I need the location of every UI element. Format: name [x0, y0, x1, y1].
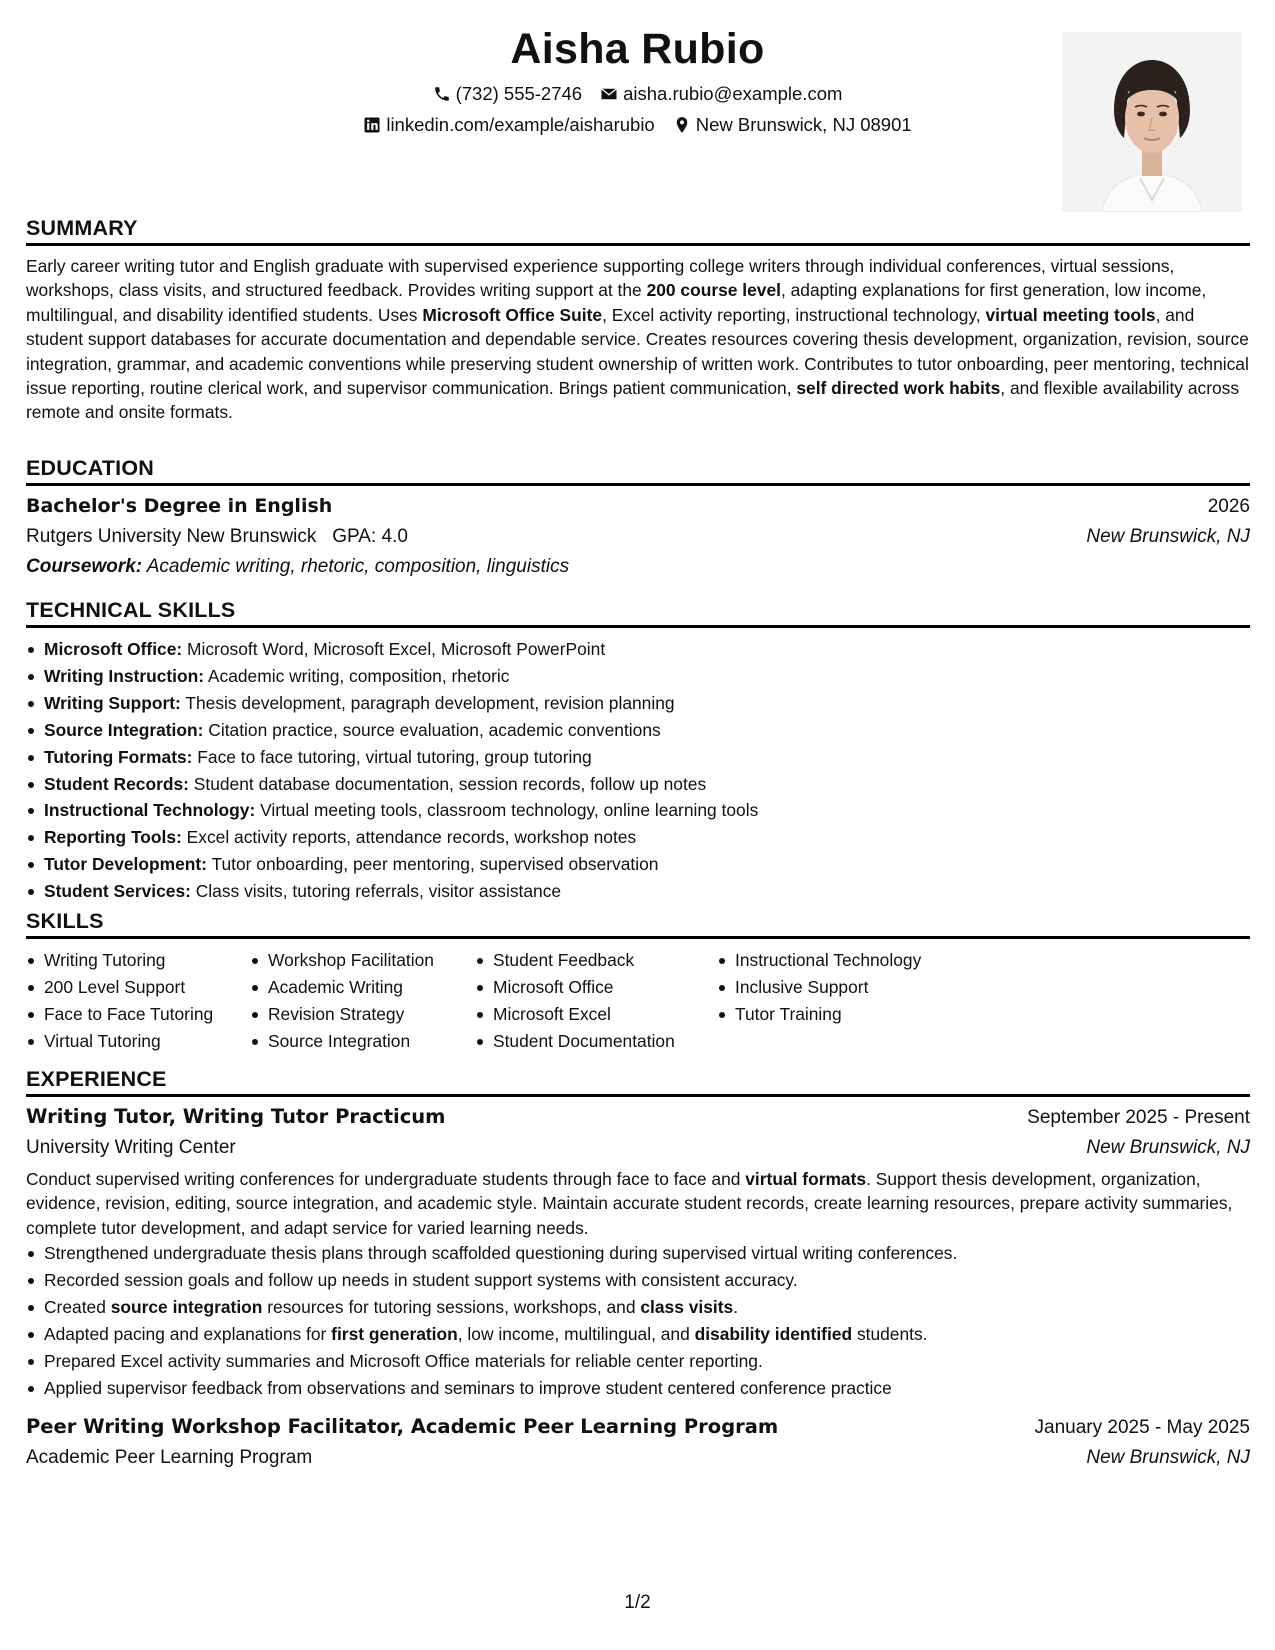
- skill-label: Student Records:: [44, 773, 189, 794]
- job-organization: Academic Peer Learning Program: [26, 1446, 313, 1468]
- list-item: [26, 636, 1250, 663]
- skills-heading: SKILLS: [26, 906, 1250, 939]
- list-item: 200 Level Support: [26, 974, 250, 1001]
- location-contact: [673, 109, 912, 140]
- list-item: Revision Strategy: [250, 1001, 475, 1028]
- graduation-year: 2026: [1207, 496, 1250, 517]
- education-heading: EDUCATION: [26, 453, 1250, 486]
- skill-label: Microsoft Office:: [44, 639, 183, 659]
- bold-text: virtual meeting tools: [985, 304, 1156, 325]
- skill-label: Reporting Tools:: [44, 827, 182, 848]
- skill-label: Writing Instruction:: [44, 665, 205, 686]
- skill-text: Face to face tutoring, virtual tutoring, group tutoring: [197, 746, 592, 767]
- skill-label: Tutoring Formats:: [44, 746, 193, 767]
- list-item: Student Feedback: [475, 947, 717, 974]
- skill-text: Student database documentation, session records, follow up notes: [193, 773, 707, 794]
- skill-text: Excel activity reports, attendance records, workshop notes: [186, 827, 637, 848]
- gpa: GPA: 4.0: [332, 526, 408, 547]
- school-info: [26, 522, 408, 552]
- list-item: [26, 663, 1250, 690]
- list-item: Writing Tutoring: [26, 947, 250, 974]
- list-item: Tutor Training: [717, 1001, 977, 1028]
- job-location: New Brunswick, NJ: [1086, 1446, 1250, 1468]
- email-address: aisha.rubio@example.com: [623, 83, 843, 104]
- skills-column: [717, 947, 977, 1055]
- skill-text: Academic writing, composition, rhetoric: [207, 665, 510, 686]
- skill-label: Instructional Technology:: [44, 800, 256, 821]
- list-item: Source Integration: [250, 1028, 475, 1055]
- bold-text: source integration: [110, 1297, 263, 1318]
- bold-text: Microsoft Office Suite: [422, 304, 603, 325]
- list-item: [26, 690, 1250, 717]
- list-item: Student Documentation: [475, 1028, 717, 1055]
- list-item: Microsoft Excel: [475, 1001, 717, 1028]
- skills-grid: [26, 947, 1250, 1055]
- job-dates: January 2025 - May 2025: [1034, 1416, 1250, 1438]
- experience-section: [26, 1064, 1250, 1473]
- skill-label: Tutor Development:: [44, 854, 207, 875]
- job-org-row: [26, 1443, 1250, 1473]
- list-item: Face to Face Tutoring: [26, 1001, 250, 1028]
- job-title-row: [26, 1101, 1250, 1133]
- list-item: [26, 797, 1250, 824]
- list-item: [26, 744, 1250, 771]
- linkedin-contact: [363, 109, 654, 140]
- list-item: [26, 717, 1250, 744]
- bold-text: first generation: [331, 1323, 458, 1344]
- skills-section: [26, 906, 1250, 1055]
- degree-title: Bachelor's Degree in English: [26, 495, 333, 517]
- skill-text: Tutor onboarding, peer mentoring, supervised observation: [211, 854, 659, 875]
- technical-skills-list: [26, 636, 1250, 905]
- job-title: Writing Tutor, Writing Tutor Practicum: [26, 1105, 446, 1128]
- job-dates: September 2025 - Present: [1027, 1107, 1250, 1128]
- linkedin-icon: [363, 116, 381, 134]
- school-row: [26, 522, 1250, 552]
- technical-skills-section: [26, 595, 1250, 905]
- technical-skills-heading: TECHNICAL SKILLS: [26, 595, 1250, 628]
- school-name: Rutgers University New Brunswick: [26, 526, 317, 547]
- skill-text: Class visits, tutoring referrals, visitor assistance: [195, 881, 562, 902]
- job-location: New Brunswick, NJ: [1086, 1137, 1250, 1158]
- degree-row: [26, 491, 1250, 522]
- candidate-name: Aisha Rubio: [510, 25, 765, 73]
- list-item: [26, 851, 1250, 878]
- list-item: Virtual Tutoring: [26, 1028, 250, 1055]
- job-summary: Conduct supervised writing conferences for undergraduate students through face to face and virtual formats. Support thesis development, organization, evidence, revision, editing, source integration, and academic style. Maintain accurate student records, create learning resources, prepare activity summaries, complete tutor development, and adapt service for varied learning needs.: [26, 1169, 1233, 1238]
- bold-text: virtual formats: [745, 1169, 867, 1189]
- email-contact: [600, 78, 842, 109]
- list-item: Strengthened undergraduate thesis plans through scaffolded questioning during supervised virtual writing conferences.: [26, 1240, 1250, 1267]
- skill-label: Student Services:: [44, 881, 191, 902]
- skill-label: Source Integration:: [44, 719, 204, 740]
- bold-text: disability identified: [694, 1323, 853, 1344]
- bold-text: self directed work habits: [796, 378, 1001, 399]
- list-item: Academic Writing: [250, 974, 475, 1001]
- page-number: 1/2: [624, 1592, 651, 1613]
- linkedin-url: linkedin.com/example/aisharubio: [386, 114, 655, 135]
- phone-icon: [433, 85, 451, 103]
- bold-text: class visits: [640, 1297, 734, 1318]
- phone-number: (732) 555-2746: [455, 83, 583, 104]
- job-org-row: [26, 1133, 1250, 1163]
- job-organization: University Writing Center: [26, 1137, 236, 1158]
- skills-column: [475, 947, 717, 1055]
- skills-column: [26, 947, 250, 1055]
- list-item: Recorded session goals and follow up needs in student support systems with consistent accuracy.: [26, 1267, 1250, 1294]
- list-item: Applied supervisor feedback from observations and seminars to improve student centered conference practice: [26, 1375, 1250, 1402]
- list-item: Inclusive Support: [717, 974, 977, 1001]
- skill-text: Thesis development, paragraph development, revision planning: [185, 692, 675, 713]
- coursework-row: [26, 552, 1250, 582]
- job-entry: [26, 1411, 1250, 1473]
- list-item: Microsoft Office: [475, 974, 717, 1001]
- profile-photo: [1062, 32, 1242, 212]
- job-title-row: [26, 1411, 1250, 1443]
- summary-section: [26, 213, 1250, 425]
- list-item: [26, 771, 1250, 798]
- list-item: Prepared Excel activity summaries and Microsoft Office materials for reliable center reporting.: [26, 1348, 1250, 1375]
- education-section: [26, 453, 1250, 582]
- coursework-text: Academic writing, rhetoric, composition, linguistics: [146, 556, 570, 577]
- job-title: Peer Writing Workshop Facilitator, Academic Peer Learning Program: [26, 1414, 779, 1438]
- list-item: [26, 878, 1250, 905]
- job-bullets: [26, 1240, 1250, 1401]
- skills-column: [250, 947, 475, 1055]
- list-item: Adapted pacing and explanations for first generation, low income, multilingual, and disability identified students.: [26, 1321, 1250, 1348]
- list-item: Workshop Facilitation: [250, 947, 475, 974]
- envelope-icon: [600, 85, 618, 103]
- skill-text: Virtual meeting tools, classroom technology, online learning tools: [260, 800, 759, 821]
- skill-text: Microsoft Word, Microsoft Excel, Microsoft PowerPoint: [187, 639, 606, 659]
- location-text: New Brunswick, NJ 08901: [695, 114, 912, 135]
- skill-label: Writing Support:: [44, 692, 181, 713]
- map-pin-icon: [673, 116, 691, 134]
- phone-contact: [433, 78, 583, 109]
- coursework-label: Coursework:: [26, 556, 143, 577]
- experience-heading: EXPERIENCE: [26, 1064, 1250, 1097]
- summary-heading: SUMMARY: [26, 213, 1250, 246]
- school-location: New Brunswick, NJ: [1086, 526, 1250, 547]
- job-entry: [26, 1101, 1250, 1402]
- summary-text: Early career writing tutor and English graduate with supervised experience supporting college writers through individual conferences, virtual sessions, workshops, class visits, and structured feedback. Provides writing support at the 200 course level, adapting explanations for first generation, low income, multilingual, and disability identified students. Uses Microsoft Office Suite, Excel activity reporting, instructional technology, virtual meeting tools, and student support databases for accurate documentation and dependable service. Creates resources covering thesis development, organization, revision, source integration, grammar, and academic conventions while preserving student ownership of written work. Contributes to tutor onboarding, peer mentoring, technical issue reporting, routine clerical work, and supervisor communication. Brings patient communication, self directed work habits, and flexible availability across remote and onsite formats.: [26, 256, 1249, 423]
- list-item: Instructional Technology: [717, 947, 977, 974]
- bold-text: 200 course level: [646, 280, 781, 301]
- list-item: [26, 824, 1250, 851]
- list-item: Created source integration resources for tutoring sessions, workshops, and class visits.: [26, 1294, 1250, 1321]
- skill-text: Citation practice, source evaluation, academic conventions: [208, 719, 661, 740]
